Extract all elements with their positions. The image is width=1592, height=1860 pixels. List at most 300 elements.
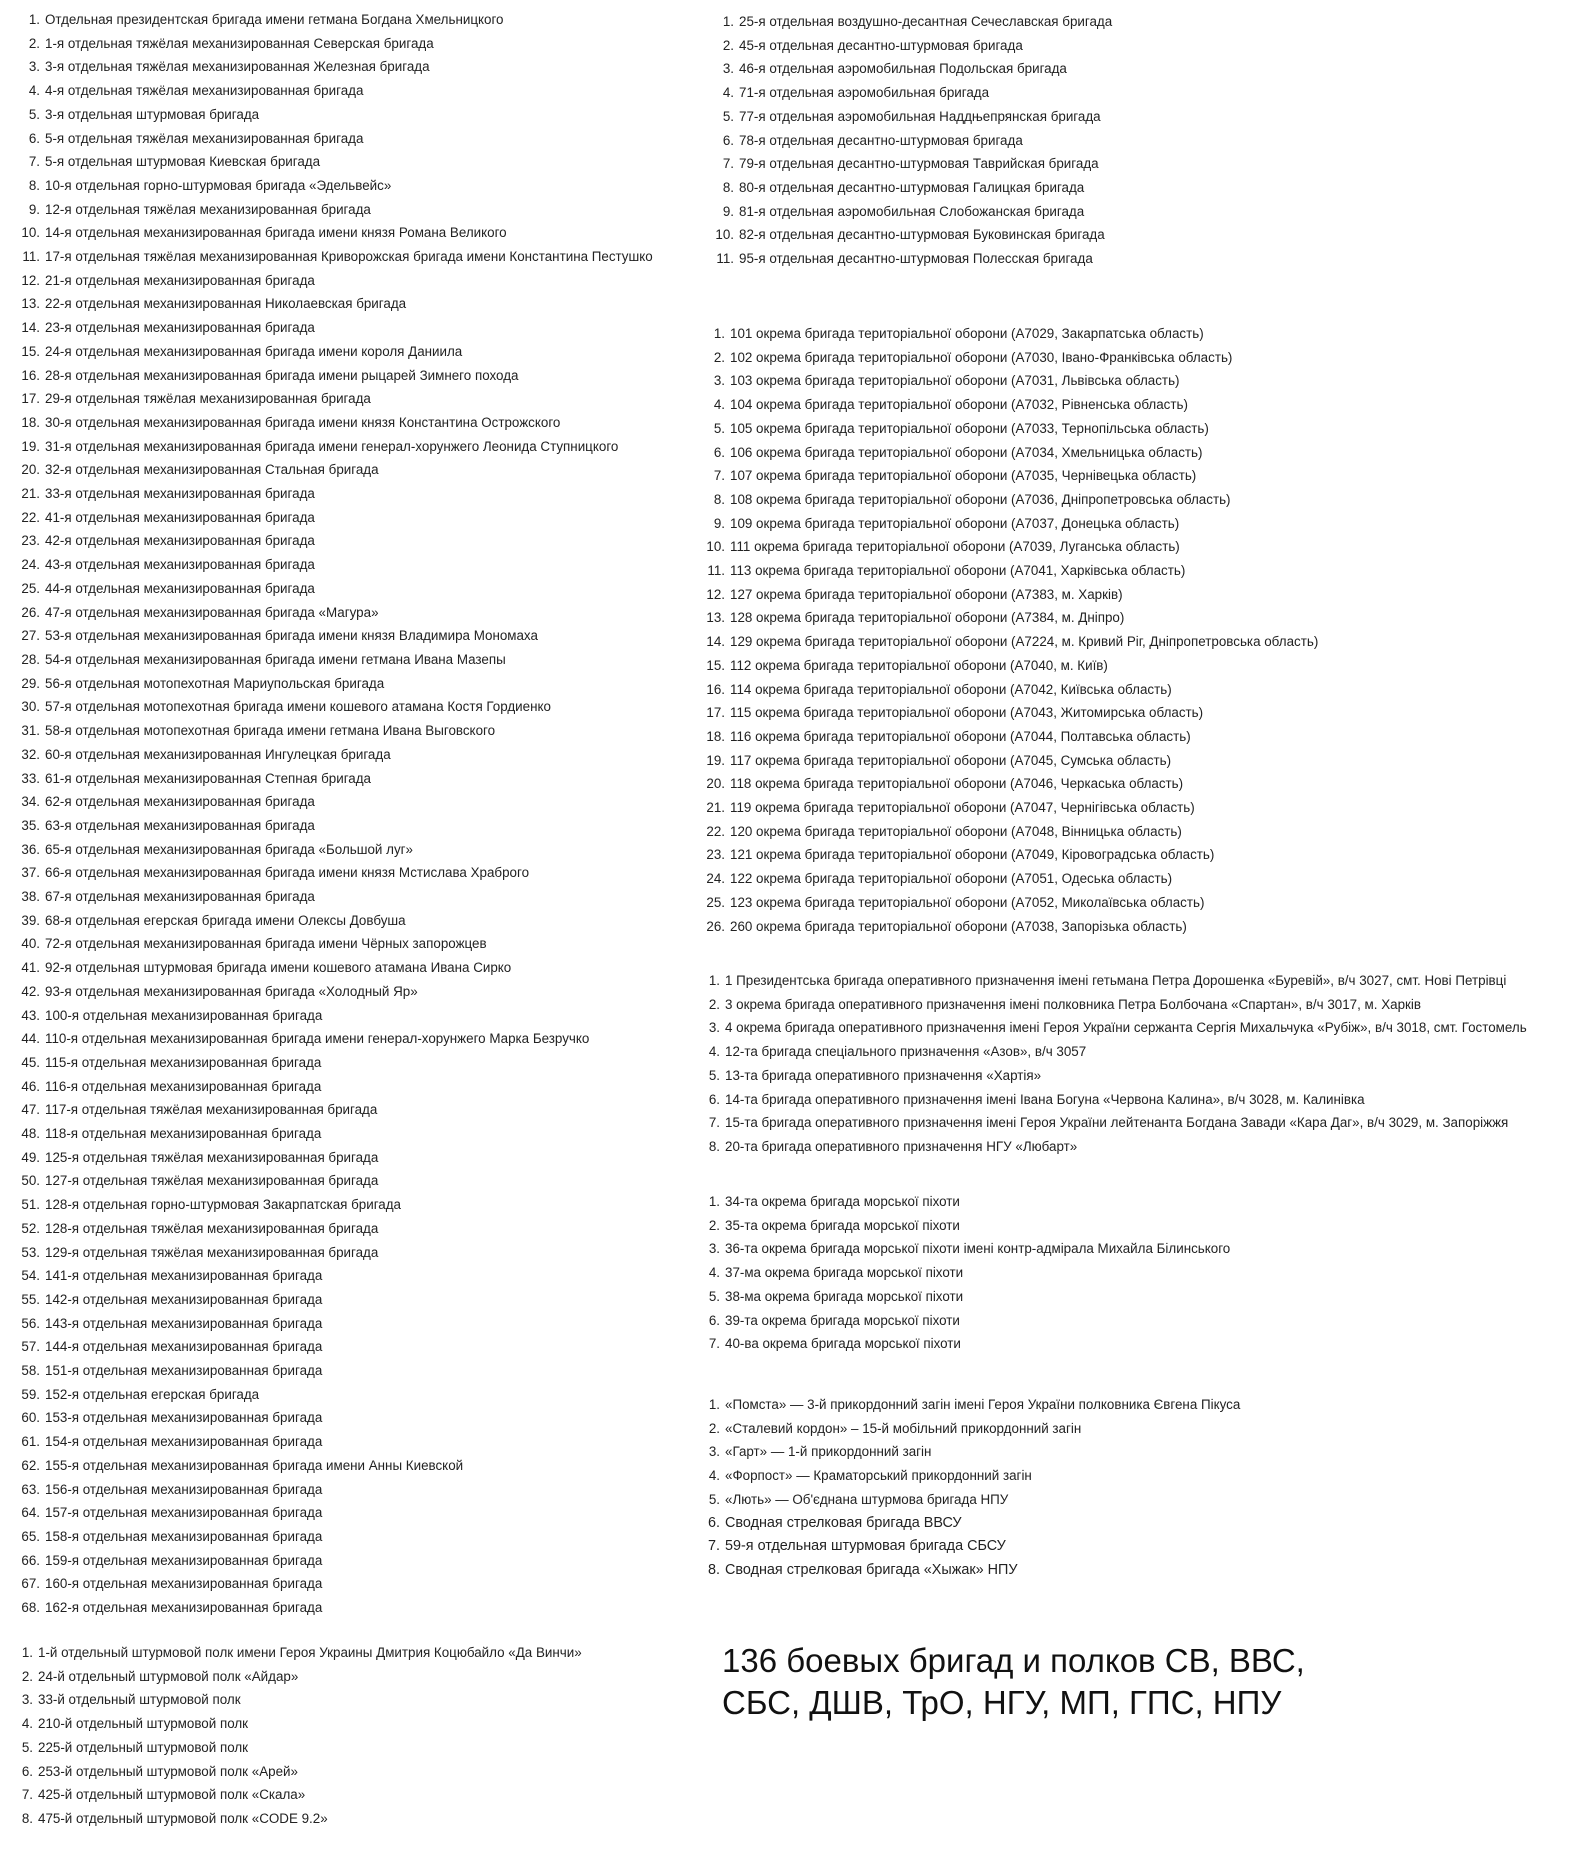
list-item-text: 125-я отдельная тяжёлая механизированная бригада (45, 1149, 379, 1165)
list-item-number: 3. (713, 373, 725, 389)
list-item-text: 1-я отдельная тяжёлая механизированная Северская бригада (45, 35, 434, 51)
list-item-text: 102 окрема бригада територіальної оборони (А7030, Івано-Франківська область) (730, 349, 1233, 365)
list-item-number: 5. (713, 420, 725, 436)
list-item (0, 176, 1112, 200)
list-item-number: 16. (21, 367, 40, 383)
list-item-text: 22-я отдельная механизированная Николаевская бригада (45, 296, 407, 312)
list-item-text: «Сталевий кордон» – 15-й мобільний прикордонний загін (725, 1420, 1082, 1436)
list-item-text: 127-я отдельная тяжёлая механизированная бригада (45, 1173, 379, 1189)
list-item-number: 8. (21, 1810, 33, 1826)
list-item-number: 4. (28, 83, 40, 99)
list-item-number: 6. (28, 130, 40, 146)
list-item-number: 6. (713, 444, 725, 460)
list-item-text: 128 окрема бригада територіальної оборони (А7384, м. Дніпро) (730, 610, 1125, 626)
list-item-text: 210-й отдельный штурмовой полк (38, 1716, 249, 1732)
list-item (0, 535, 1318, 559)
list-item (0, 1783, 582, 1807)
list-item (0, 725, 1318, 749)
list-item-text: 13-та бригада оперативного призначення «Хартія» (725, 1067, 1042, 1083)
list-item-text: «Форпост» — Краматорський прикордонний загін (725, 1468, 1032, 1484)
list-item-number: 9. (722, 203, 734, 219)
list-item-number: 2. (708, 1420, 720, 1436)
list-item (0, 796, 1318, 820)
list-item-number: 56. (21, 1315, 40, 1331)
list-item-text: «Лють» — Об'єднана штурмова бригада НПУ (725, 1491, 1009, 1507)
list-item-text: 10-я отдельная горно-штурмовая бригада «Эдельвейс» (45, 177, 392, 193)
list-item (0, 393, 1318, 417)
list-item (0, 247, 1112, 271)
list-item-number: 7. (21, 1787, 33, 1803)
list-item-number: 3. (21, 1692, 33, 1708)
list-item-text: 66-я отдельная механизированная бригада имени князя Мстислава Храброго (45, 865, 530, 881)
list-item-text: 12-я отдельная тяжёлая механизированная бригада (45, 201, 371, 217)
list-item-text: 43-я отдельная механизированная бригада (45, 557, 315, 573)
list-item-text: 160-я отдельная механизированная бригада (45, 1576, 323, 1592)
list-item (0, 772, 1318, 796)
list-item-number: 14. (21, 320, 40, 336)
list-item-text: 119 окрема бригада територіальної оборони (А7047, Чернігівська область) (730, 800, 1195, 816)
list-item-number: 31. (21, 723, 40, 739)
list-item-number: 4. (708, 1044, 720, 1060)
list-item (0, 843, 1318, 867)
list-item-text: 158-я отдельная механизированная бригада (45, 1529, 323, 1544)
list-item-text: 113 окрема бригада територіальної оборони (А7041, Харківська область) (730, 563, 1186, 579)
list-item-text: 112 окрема бригада територіальної оборони (А7040, м. Київ) (730, 657, 1108, 673)
list-item-number: 2. (708, 996, 720, 1012)
list-item-text: 12-та бригада спеціального призначення «Азов», в/ч 3057 (725, 1044, 1087, 1060)
list-item-text: 475-й отдельный штурмовой полк «CODE 9.2» (38, 1810, 328, 1826)
list-item-text: 39-та окрема бригада морської піхоти (725, 1312, 960, 1328)
list-item-number: 25. (706, 894, 725, 910)
assault-regiments-list (0, 1641, 582, 1831)
list-item-number: 21. (706, 800, 725, 816)
list-item-number: 54. (21, 1268, 40, 1284)
list-item-text: 154-я отдельная механизированная бригада (45, 1434, 323, 1450)
list-item-number: 6. (707, 1514, 720, 1531)
list-item (0, 969, 1527, 993)
list-item-number: 7. (722, 156, 734, 172)
summary-line-1: 136 боевых бригад и полков СВ, ВВС, (722, 1642, 1305, 1679)
list-item-number: 1. (708, 973, 720, 988)
list-item (0, 1596, 653, 1620)
list-item-text: 128-я отдельная тяжёлая механизированная бригада (45, 1220, 379, 1236)
list-item-text: 42-я отдельная механизированная бригада (45, 533, 315, 549)
marines-list (0, 1190, 1230, 1356)
list-item-number: 33. (21, 770, 40, 786)
list-item-text: «Гарт» — 1-й прикордонний загін (725, 1444, 932, 1460)
list-item-text: 425-й отдельный штурмовой полк «Скала» (38, 1787, 306, 1803)
list-item-number: 22. (706, 823, 725, 839)
list-item-text: 114 окрема бригада територіальної оборони (А7042, Київська область) (730, 681, 1172, 697)
list-item (0, 105, 1112, 129)
list-item (0, 1488, 1240, 1512)
list-item-text: 93-я отдельная механизированная бригада «Холодный Яр» (45, 983, 418, 999)
list-item-text: 100-я отдельная механизированная бригада (45, 1007, 323, 1023)
list-item-number: 67. (21, 1576, 40, 1592)
list-item-text: 77-я отдельная аэромобильная Наддњепрянская бригада (739, 108, 1101, 124)
list-item (0, 438, 1318, 465)
list-item (0, 1464, 1240, 1488)
list-item-text: 78-я отдельная десантно-штурмовая бригада (739, 132, 1023, 148)
list-item-number: 24. (21, 557, 40, 573)
list-item-text: 14-та бригада оперативного призначення імені Івана Богуна «Червона Калина», в/ч 3028, м. Калинівка (725, 1091, 1365, 1107)
list-item (0, 993, 1527, 1017)
list-item (0, 129, 1112, 153)
list-item-text: 25-я отдельная воздушно-десантная Сечеславская бригада (739, 14, 1113, 29)
list-item-number: 49. (21, 1149, 40, 1165)
list-item-text: 144-я отдельная механизированная бригада (45, 1339, 323, 1355)
list-item-text: 3 окрема бригада оперативного призначення імені полковника Петра Болбочана «Спартан», в/ч 3017, м. Харків (725, 996, 1421, 1012)
list-item-text: 33-я отдельная механизированная бригада (45, 486, 315, 502)
list-item-number: 1. (722, 14, 734, 29)
list-item-number: 26. (21, 604, 40, 620)
list-item-number: 5. (722, 108, 734, 124)
list-item (0, 152, 1112, 176)
list-item-number: 3. (28, 59, 40, 75)
list-item-text: Сводная стрелковая бригада «Хыжак» НПУ (725, 1561, 1018, 1578)
list-item-number: 3. (708, 1444, 720, 1460)
list-item-number: 14. (706, 634, 725, 650)
summary-caption (722, 1640, 1305, 1724)
list-item-number: 2. (713, 349, 725, 365)
list-item-number: 55. (21, 1291, 40, 1307)
list-item (0, 1064, 1527, 1088)
list-item-text: 101 окрема бригада територіальної оборони (А7029, Закарпатська область) (730, 326, 1204, 341)
list-item (0, 223, 1112, 247)
list-item-text: 157-я отдельная механизированная бригада (45, 1505, 323, 1521)
list-item (0, 1417, 1240, 1441)
list-item-number: 30. (21, 699, 40, 715)
list-item-text: 41-я отдельная механизированная бригада (45, 509, 315, 525)
list-item (0, 1641, 582, 1665)
list-item-number: 8. (28, 177, 40, 193)
list-item-number: 2. (28, 35, 40, 51)
list-item (0, 1359, 653, 1383)
list-item-number: 11. (22, 249, 40, 265)
list-item-number: 4. (708, 1468, 720, 1484)
list-item-text: 57-я отдельная мотопехотная бригада имени кошевого атамана Костя Гордиенко (45, 699, 551, 715)
list-item (0, 269, 653, 293)
list-item-text: 80-я отдельная десантно-штурмовая Галицкая бригада (739, 179, 1085, 195)
list-item (0, 1440, 1240, 1464)
list-item (0, 867, 1318, 891)
list-item-text: 38-ма окрема бригада морської піхоти (725, 1288, 964, 1304)
list-item-number: 1. (708, 1397, 720, 1412)
list-item-text: 71-я отдельная аэромобильная бригада (739, 85, 990, 101)
list-item-text: 109 окрема бригада територіальної оборони (А7037, Донецька область) (730, 515, 1180, 531)
list-item (0, 1393, 1240, 1417)
list-item-number: 34. (21, 794, 40, 810)
list-item-text: 14-я отдельная механизированная бригада имени князя Романа Великого (45, 225, 507, 241)
list-item-text: 46-я отдельная аэромобильная Подольская бригада (739, 61, 1067, 77)
list-item-number: 5. (708, 1288, 720, 1304)
list-item (0, 746, 1318, 773)
list-item-number: 44. (21, 1031, 40, 1047)
list-item (0, 57, 1112, 81)
list-item (0, 891, 1318, 915)
list-item-number: 65. (21, 1529, 40, 1544)
list-item-number: 60. (21, 1410, 40, 1426)
list-item-number: 68. (21, 1600, 40, 1616)
list-item-number: 5. (708, 1491, 720, 1507)
list-item (0, 1285, 1230, 1309)
list-item-number: 11. (716, 251, 734, 267)
list-item-text: 35-та окрема бригада морської піхоти (725, 1217, 960, 1233)
list-item-text: 4-я отдельная тяжёлая механизированная бригада (45, 83, 364, 99)
list-item-number: 53. (21, 1244, 40, 1260)
list-item-text: 225-й отдельный штурмовой полк (38, 1739, 249, 1755)
list-item-text: 110-я отдельная механизированная бригада имени генерал-хорунжего Марка Безручко (45, 1031, 590, 1047)
list-item-text: 67-я отдельная механизированная бригада (45, 889, 315, 905)
list-item-text: 159-я отдельная механизированная бригада (45, 1552, 323, 1568)
list-item-number: 28. (21, 651, 40, 667)
list-item-number: 32. (21, 746, 40, 762)
list-item-text: 141-я отдельная механизированная бригада (45, 1268, 323, 1284)
list-item (0, 817, 1318, 844)
list-item-text: 62-я отдельная механизированная бригада (45, 794, 315, 810)
list-item-text: 118 окрема бригада територіальної оборони (А7046, Черкаська область) (730, 776, 1184, 792)
list-item (0, 651, 1318, 678)
list-item-text: 115 окрема бригада територіальної оборони (А7043, Житомирська область) (730, 705, 1204, 721)
list-item (0, 81, 1112, 105)
list-item-number: 11. (707, 563, 725, 579)
list-item-number: 37. (21, 865, 40, 881)
list-item-number: 50. (21, 1173, 40, 1189)
list-item-text: Сводная стрелковая бригада ВВСУ (725, 1514, 962, 1531)
list-item-number: 46. (21, 1078, 40, 1094)
list-item-number: 2. (708, 1217, 720, 1233)
list-item-number: 59. (21, 1386, 40, 1402)
list-item (0, 1512, 1240, 1536)
list-item-number: 8. (713, 491, 725, 507)
list-item-text: 95-я отдельная десантно-штурмовая Полесская бригада (739, 251, 1093, 267)
list-item-number: 66. (21, 1552, 40, 1568)
list-item (0, 675, 1318, 702)
list-item-number: 19. (706, 752, 725, 768)
list-item (0, 1712, 582, 1736)
list-item-number: 57. (21, 1339, 40, 1355)
list-item-text: 108 окрема бригада територіальної оборони (А7036, Дніпропетровська область) (730, 491, 1231, 507)
list-item (0, 1332, 1230, 1356)
list-item-number: 5. (708, 1067, 720, 1083)
list-item-number: 2. (21, 1668, 33, 1684)
list-item-number: 9. (713, 515, 725, 531)
list-item-number: 12. (21, 272, 40, 288)
list-item-number: 27. (21, 628, 40, 644)
list-item-number: 13. (706, 610, 725, 626)
list-item-text: 20-та бригада оперативного призначення НГУ «Любарт» (725, 1138, 1078, 1154)
list-item (0, 1559, 1240, 1583)
list-item-number: 20. (21, 462, 40, 478)
list-item (0, 1111, 1527, 1135)
list-item-text: 63-я отдельная механизированная бригада (45, 817, 315, 833)
list-item-text: 105 окрема бригада територіальної оборони (А7033, Тернопільська область) (730, 420, 1209, 436)
list-item (0, 606, 1318, 630)
list-item-number: 6. (708, 1312, 720, 1328)
list-item-number: 35. (21, 817, 40, 833)
list-item-text: 81-я отдельная аэромобильная Слобожанская бригада (739, 203, 1085, 219)
list-item-number: 16. (706, 681, 725, 697)
list-item-number: 8. (722, 179, 734, 195)
list-item (0, 559, 1318, 583)
list-item-text: 24-й отдельный штурмовой полк «Айдар» (38, 1668, 299, 1684)
border-and-other-list (0, 1393, 1240, 1583)
list-item-text: 29-я отдельная тяжёлая механизированная бригада (45, 391, 371, 407)
list-item-text: 17-я отдельная тяжёлая механизированная Криворожская бригада имени Константина Пестушко (45, 249, 653, 265)
list-item (0, 1088, 1527, 1112)
list-item-number: 51. (21, 1197, 40, 1213)
list-item (0, 322, 1318, 346)
list-item-number: 45. (21, 1054, 40, 1070)
list-item-text: 58-я отдельная мотопехотная бригада имени гетмана Ивана Выговского (45, 723, 496, 739)
list-item (0, 1190, 1230, 1214)
list-item-text: 260 окрема бригада територіальної оборони (А7038, Запорізька область) (730, 918, 1187, 934)
list-item-number: 40. (21, 936, 40, 952)
list-item-number: 10. (715, 227, 734, 243)
list-item-text: 1-й отдельный штурмовой полк имени Героя Украины Дмитрия Коцюбайло «Да Винчи» (38, 1645, 582, 1660)
list-item-number: 4. (708, 1265, 720, 1281)
list-item-text: 122 окрема бригада територіальної оборони (А7051, Одеська область) (730, 871, 1173, 887)
list-item-text: 23-я отдельная механизированная бригада (45, 320, 315, 336)
list-item-number: 25. (21, 580, 40, 596)
list-item-number: 5. (21, 1739, 33, 1755)
list-item-number: 1. (708, 1194, 720, 1209)
list-item-text: 117 окрема бригада територіальної оборони (А7045, Сумська область) (730, 752, 1172, 768)
list-item-text: 103 окрема бригада територіальної оборони (А7031, Львівська область) (730, 373, 1180, 389)
list-item-number: 6. (708, 1091, 720, 1107)
list-item (0, 1261, 1230, 1285)
list-item-number: 7. (708, 1336, 720, 1352)
list-item-number: 19. (21, 438, 40, 454)
list-item-text: 65-я отдельная механизированная бригада «Большой луг» (45, 841, 413, 857)
list-item-number: 21. (21, 486, 40, 502)
list-item-text: 3-я отдельная штурмовая бригада (45, 106, 260, 122)
list-item-number: 10. (21, 225, 40, 241)
list-item-text: 106 окрема бригада територіальної оборони (А7034, Хмельницька область) (730, 444, 1203, 460)
list-item-number: 6. (21, 1763, 33, 1779)
list-item-text: 153-я отдельная механизированная бригада (45, 1410, 323, 1426)
list-item-number: 3. (708, 1241, 720, 1257)
list-item-number: 4. (21, 1716, 33, 1732)
list-item (0, 34, 1112, 58)
list-item-number: 1. (21, 1645, 33, 1660)
list-item-text: 155-я отдельная механизированная бригада имени Анны Киевской (45, 1457, 464, 1473)
list-item-text: 129 окрема бригада територіальної оборони (А7224, м. Кривий Ріг, Дніпропетровська область) (730, 634, 1319, 650)
list-item-number: 64. (21, 1505, 40, 1521)
list-item-text: 123 окрема бригада територіальної оборони (А7052, Миколаївська область) (730, 894, 1205, 910)
list-item-number: 24. (706, 871, 725, 887)
list-item-text: 151-я отдельная механизированная бригада (45, 1363, 323, 1379)
list-item-number: 1. (28, 12, 40, 27)
list-item-number: 7. (713, 468, 725, 484)
list-item-text: 44-я отдельная механизированная бригада (45, 580, 315, 596)
list-item-text: 162-я отдельная механизированная бригада (45, 1600, 323, 1616)
list-item (0, 1135, 1527, 1159)
list-item-text: 82-я отдельная десантно-штурмовая Буковинская бригада (739, 227, 1105, 243)
list-item-text: 56-я отдельная мотопехотная Мариупольская бригада (45, 675, 385, 691)
list-item-number: 61. (21, 1434, 40, 1450)
list-item-text: 104 окрема бригада територіальної оборони (А7032, Рівненська область) (730, 397, 1188, 413)
list-item-number: 17. (706, 705, 725, 721)
list-item (0, 1535, 1240, 1559)
list-item-text: 33-й отдельный штурмовой полк (38, 1692, 241, 1708)
list-item-text: 21-я отдельная механизированная бригада (45, 272, 315, 288)
list-item-text: 32-я отдельная механизированная Стальная бригада (45, 462, 379, 478)
list-item-text: 107 окрема бригада територіальної оборони (А7035, Чернівецька область) (730, 468, 1197, 484)
list-item (0, 1736, 582, 1760)
list-item-number: 63. (21, 1481, 40, 1497)
list-item (0, 1016, 1527, 1040)
list-item-number: 5. (28, 106, 40, 122)
list-item-number: 3. (708, 1020, 720, 1036)
list-item-text: 92-я отдельная штурмовая бригада имени кошевого атамана Ивана Сирко (45, 960, 512, 976)
list-item-text: 116 окрема бригада територіальної оборони (А7044, Полтавська область) (730, 728, 1191, 744)
list-item-text: 118-я отдельная механизированная бригада (45, 1126, 322, 1142)
list-item-number: 12. (706, 586, 725, 602)
list-item-number: 9. (28, 201, 40, 217)
list-item-text: 24-я отдельная механизированная бригада имени короля Даниила (45, 343, 463, 359)
list-item-number: 10. (706, 539, 725, 555)
list-item (0, 509, 1318, 536)
list-item-text: 115-я отдельная механизированная бригада (45, 1054, 322, 1070)
list-item (0, 1309, 1230, 1333)
list-item (0, 1237, 1230, 1261)
list-item-number: 23. (21, 533, 40, 549)
list-item-text: 79-я отдельная десантно-штурмовая Таврийская бригада (739, 156, 1099, 172)
list-item-number: 2. (722, 37, 734, 53)
list-item-text: 152-я отдельная егерская бригада (45, 1386, 260, 1402)
list-item-text: 120 окрема бригада територіальної оборони (А7048, Вінницька область) (730, 823, 1182, 839)
list-item-number: 22. (21, 509, 40, 525)
list-item (0, 1040, 1527, 1064)
list-item-number: 15. (21, 343, 40, 359)
list-item-number: 20. (706, 776, 725, 792)
list-item-number: 18. (21, 414, 40, 430)
list-item (0, 912, 1318, 939)
list-item-number: 6. (722, 132, 734, 148)
national-guard-list (0, 969, 1527, 1159)
list-item-text: 253-й отдельный штурмовой полк «Арей» (38, 1763, 298, 1779)
list-item (0, 1665, 582, 1689)
territorial-defense-list (0, 322, 1318, 938)
list-item-text: 15-та бригада оперативного призначення імені Героя України лейтенанта Богдана Завади «Кара Даг», в/ч 3029, м. Запоріжжя (725, 1115, 1509, 1131)
list-item-number: 7. (707, 1538, 720, 1555)
list-item-text: 116-я отдельная механизированная бригада (45, 1078, 322, 1094)
list-item-text: 30-я отдельная механизированная бригада имени князя Константина Острожского (45, 414, 561, 430)
list-item-number: 29. (21, 675, 40, 691)
list-item-number: 62. (21, 1457, 40, 1473)
list-item-number: 8. (707, 1561, 720, 1578)
list-item-number: 43. (21, 1007, 40, 1023)
list-item (0, 580, 1318, 607)
list-item (0, 369, 1318, 393)
list-item-number: 4. (722, 85, 734, 101)
list-item-text: 117-я отдельная тяжёлая механизированная бригада (45, 1102, 378, 1118)
list-item-number: 13. (21, 296, 40, 312)
list-item-text: 142-я отдельная механизированная бригада (45, 1291, 323, 1307)
list-item-text: 40-ва окрема бригада морської піхоти (725, 1336, 961, 1352)
list-item-text: «Помста» — 3-й прикордонний загін імені Героя України полковника Євгена Пікуса (725, 1397, 1241, 1412)
list-item-number: 36. (21, 841, 40, 857)
list-item-number: 4. (713, 397, 725, 413)
list-item-number: 17. (21, 391, 40, 407)
list-item (0, 1214, 1230, 1238)
list-item-text: 45-я отдельная десантно-штурмовая бригада (739, 37, 1023, 53)
list-item-number: 38. (21, 889, 40, 905)
list-item-number: 47. (21, 1102, 40, 1118)
list-item-text: 128-я отдельная горно-штурмовая Закарпатская бригада (45, 1197, 402, 1213)
list-item-number: 7. (28, 154, 40, 170)
